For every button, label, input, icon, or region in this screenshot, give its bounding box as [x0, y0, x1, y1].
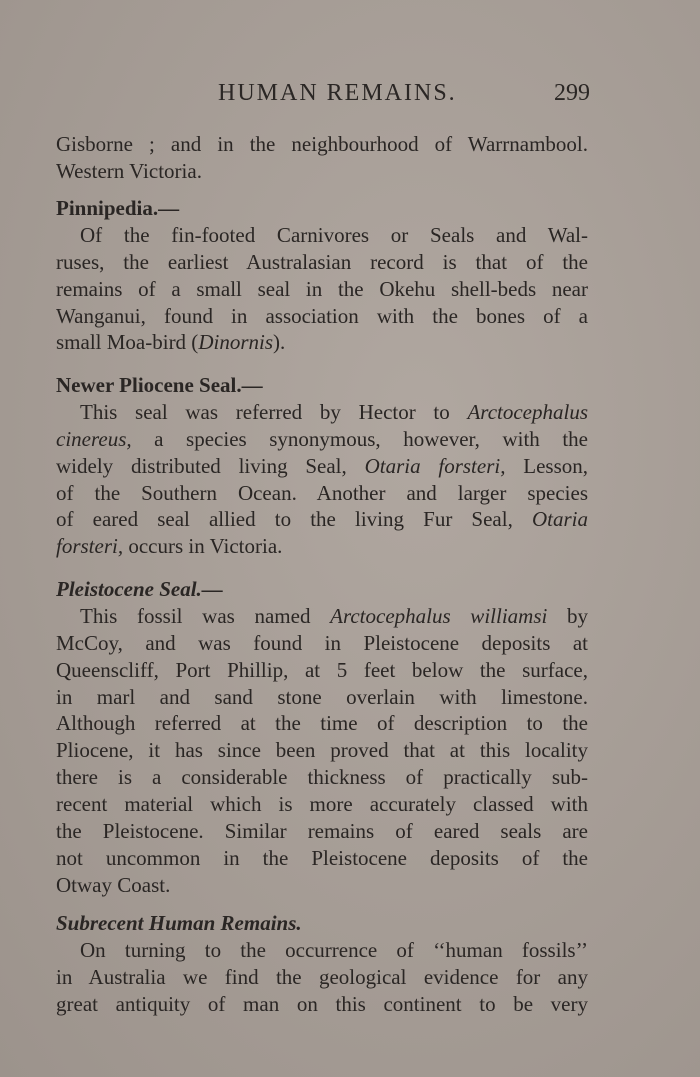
text-line: [56, 453, 588, 480]
text-line: [56, 603, 588, 630]
text-line: recent material which is more accurately classed with: [56, 792, 588, 817]
text-segment: occurs in Victoria.: [123, 534, 283, 559]
text-line: great antiquity of man on this continent to be very: [56, 991, 588, 1016]
text-line: Although referred at the time of description to the: [56, 711, 588, 736]
taxon-name: Arctocephalus williamsi: [330, 603, 548, 628]
text-line: remains of a small seal in the Okehu shell-beds near: [56, 276, 588, 301]
text-line: Gisborne ; and in the neighbourhood of Warrnambool.: [56, 132, 588, 156]
text-line: [56, 506, 588, 533]
text-line: Queenscliff, Port Phillip, at 5 feet below the surface,: [56, 657, 588, 682]
taxon-name: Arctocephalus: [467, 399, 588, 424]
taxon-name: Otaria: [531, 507, 588, 532]
text-line: Wanganui, found in association with the bones of a: [56, 303, 588, 328]
text-line: of the Southern Ocean. Another and larger species: [56, 480, 588, 505]
text-segment: widely distributed living Seal,: [56, 453, 365, 478]
section-subrecent-human-remains: [56, 910, 588, 1018]
text-segment: ).: [273, 330, 286, 355]
section-pleistocene-seal: [56, 576, 588, 899]
page-header: [0, 80, 700, 112]
section-heading: Subrecent Human Remains.: [56, 911, 302, 935]
text-line: in Australia we find the geological evidence for any: [56, 964, 588, 989]
text-line: [56, 399, 588, 426]
running-head: HUMAN REMAINS.: [218, 80, 457, 106]
page-number: 299: [554, 80, 590, 106]
text-segment: Lesson,: [505, 453, 588, 478]
text-line: Western Victoria.: [56, 158, 202, 183]
text-line: [56, 533, 588, 560]
text-line: McCoy, and was found in Pleistocene deposits at: [56, 630, 588, 655]
text-line: not uncommon in the Pleistocene deposits of the: [56, 845, 588, 870]
text-segment: of eared seal allied to the living Fur Seal,: [56, 507, 532, 532]
text-line: Pliocene, it has since been proved that at this locality: [56, 738, 588, 763]
taxon-name: cinereus,: [56, 426, 132, 451]
taxon-name: Otaria forsteri,: [364, 453, 506, 478]
taxon-name: forsteri,: [56, 534, 124, 559]
text-segment: small Moa-bird (: [56, 330, 199, 355]
section-heading: Pinnipedia.—: [56, 196, 180, 220]
section-heading: Pleistocene Seal.—: [56, 577, 223, 601]
text-segment: This fossil was named: [80, 603, 331, 628]
text-line: [56, 426, 588, 453]
text-line: there is a considerable thickness of practically sub-: [56, 765, 588, 790]
intro-paragraph: [56, 131, 588, 185]
text-segment: This seal was referred by Hector to: [80, 399, 468, 424]
taxon-name: Dinornis: [198, 330, 273, 355]
text-line: Of the fin-footed Carnivores or Seals and Wal-: [80, 222, 588, 247]
text-line: ruses, the earliest Australasian record is that of the: [56, 249, 588, 274]
section-newer-pliocene-seal: [56, 372, 588, 560]
section-pinnipedia: [56, 195, 588, 356]
text-line: [56, 329, 588, 356]
text-segment: a species synonymous, however, with the: [131, 426, 588, 451]
text-line: the Pleistocene. Similar remains of eared seals are: [56, 819, 588, 844]
text-line: Otway Coast.: [56, 872, 171, 897]
text-line: On turning to the occurrence of ‘‘human fossils’’: [80, 937, 588, 962]
text-segment: by: [547, 603, 588, 628]
text-line: in marl and sand stone overlain with limestone.: [56, 684, 588, 709]
section-heading: Newer Pliocene Seal.—: [56, 373, 263, 397]
